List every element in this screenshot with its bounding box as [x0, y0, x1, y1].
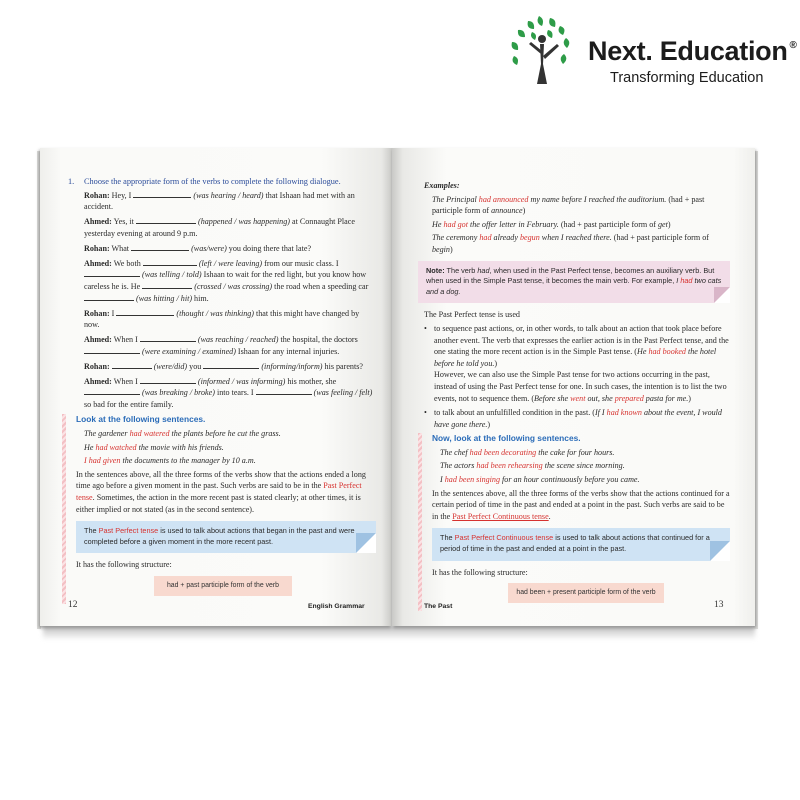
open-book	[40, 148, 755, 628]
example-sentence: The gardener had watered the plants before he cut the grass.	[84, 429, 281, 439]
section-title: Look at the following sentences.	[76, 414, 206, 425]
section-marker	[62, 414, 66, 603]
example-sentence: He had watched the movie with his friends.	[84, 442, 224, 452]
definition-note: The Past Perfect tense is used to talk about actions that began in the past and were completed before a given moment in the more recent past.	[76, 521, 376, 553]
example-sentence: I had given the documents to the manager by 10 a.m.	[84, 456, 256, 466]
dialogue-line: Ahmed: Yes, it (happened / was happening) at Connaught Place yesterday evening at around 9 p.m.	[84, 217, 355, 238]
example-sentence: The chef had been decorating the cake for four hours.	[440, 447, 615, 457]
dialogue-line: Rohan: (were/did) you (informing/inform) his parents?	[84, 361, 363, 371]
dialogue	[68, 190, 376, 411]
section-title: Now, look at the following sentences.	[432, 433, 581, 444]
example-sentence: He had got the offer letter in February. (had + past participle form of get)	[432, 219, 671, 229]
example-sentence: The Principal had announced my name before I reached the auditorium. (had + past participle form of announce)	[432, 194, 705, 216]
usage-item: • to sequence past actions, or, in other words, to talk about an action that took place before another event. The verb that expresses the earlier action is in the Past Perfect tense, and the one stating the more recent action is in the Simple Past tense. (He had booked the hotel before he told you.) However, we can also use the Simple Past tense for two actions occurring in the past, instead of using the Past Perfect tense for one. In such cases, the intention is to list the two events, not to sequence them. (Before she went out, she prepared pasta for me.)	[424, 323, 730, 404]
brand-tagline: Transforming Education	[610, 70, 764, 86]
definition-note: The Past Perfect Continuous tense is used to talk about actions that continued for a period of time in the past and ended at a point in the past.	[432, 528, 730, 560]
section-marker	[418, 433, 422, 611]
past-perfect-continuous-section	[424, 433, 730, 611]
explanation-paragraph: In the sentences above, all the three forms of the verbs show that the actions ended a long time ago before a given moment in the past. Such verbs are said to be in the Past Perfect tense. Sometimes, the action in the more recent past is stated clearly; at other times, it is either implied or not stated (as in the second sentence).	[76, 469, 366, 514]
explanation-paragraph: In the sentences above, all the three forms of the verbs show that the actions continued for a certain period of time in the past and ended at a point in the past. Such verbs are said to be in the Past Perfect Continuous tense.	[432, 488, 730, 521]
page-number: 12	[68, 600, 78, 610]
question-instruction: 1. Choose the appropriate form of the verbs to complete the following dialogue.	[68, 177, 341, 186]
usage-list	[424, 323, 730, 430]
tree-logo-icon	[506, 14, 578, 92]
right-page	[392, 148, 755, 626]
example-sentence: The ceremony had already begun when I reached there. (had + past participle form of begin)	[432, 233, 709, 254]
dialogue-line: Ahmed: We both (left / were leaving) from our music class. I (was telling / told) Ishaan to wait for the red light, but you know how careless he is. He (crossed / was crossing) the road when a speeding car (was hitting / hit) him.	[84, 258, 369, 303]
structure-intro: It has the following structure:	[432, 567, 528, 577]
past-perfect-section	[68, 414, 376, 603]
structure-formula: had been + present participle form of the verb	[508, 583, 664, 603]
dialogue-line: Ahmed: When I (informed / was informing) his mother, she (was breaking / broke) into tears. I (was feeling / felt) so bad for the entire family.	[84, 376, 373, 409]
structure-intro: It has the following structure:	[76, 560, 172, 570]
dialogue-line: Ahmed: When I (was reaching / reached) the hospital, the doctors (were examining / examined) Ishaan for any internal injuries.	[84, 335, 358, 356]
running-head: The Past	[424, 603, 453, 610]
note-box: Note: The verb had, when used in the Past Perfect tense, becomes an auxiliary verb. But when used in the Simple Past tense, it becomes the main verb. For example, I had two cats and a dog.	[418, 261, 730, 304]
brand-name: Next. Education ®	[588, 36, 797, 66]
example-sentence: The actors had been rehearsing the scene since morning.	[440, 461, 625, 471]
usage-item: • to talk about an unfulfilled condition in the past. (If I had known about the event, I would have gone there.)	[424, 407, 730, 430]
page-number: 13	[714, 600, 724, 610]
example-sentence: I had been singing for an hour continuously before you came.	[440, 475, 640, 485]
dialogue-line: Rohan: What (was/were) you doing there that late?	[84, 243, 312, 253]
book-shadow	[43, 626, 755, 640]
dialogue-line: Rohan: I (thought / was thinking) that this might have changed by now.	[84, 308, 360, 330]
brand-logo	[506, 14, 796, 92]
running-head: English Grammar	[308, 603, 365, 610]
examples-label: Examples:	[424, 181, 460, 190]
usage-intro: The Past Perfect tense is used	[424, 310, 520, 320]
dialogue-line: Rohan: Hey, I (was hearing / heard) that Ishaan had met with an accident.	[84, 190, 355, 212]
left-page	[40, 148, 392, 626]
structure-formula: had + past participle form of the verb	[154, 576, 292, 596]
